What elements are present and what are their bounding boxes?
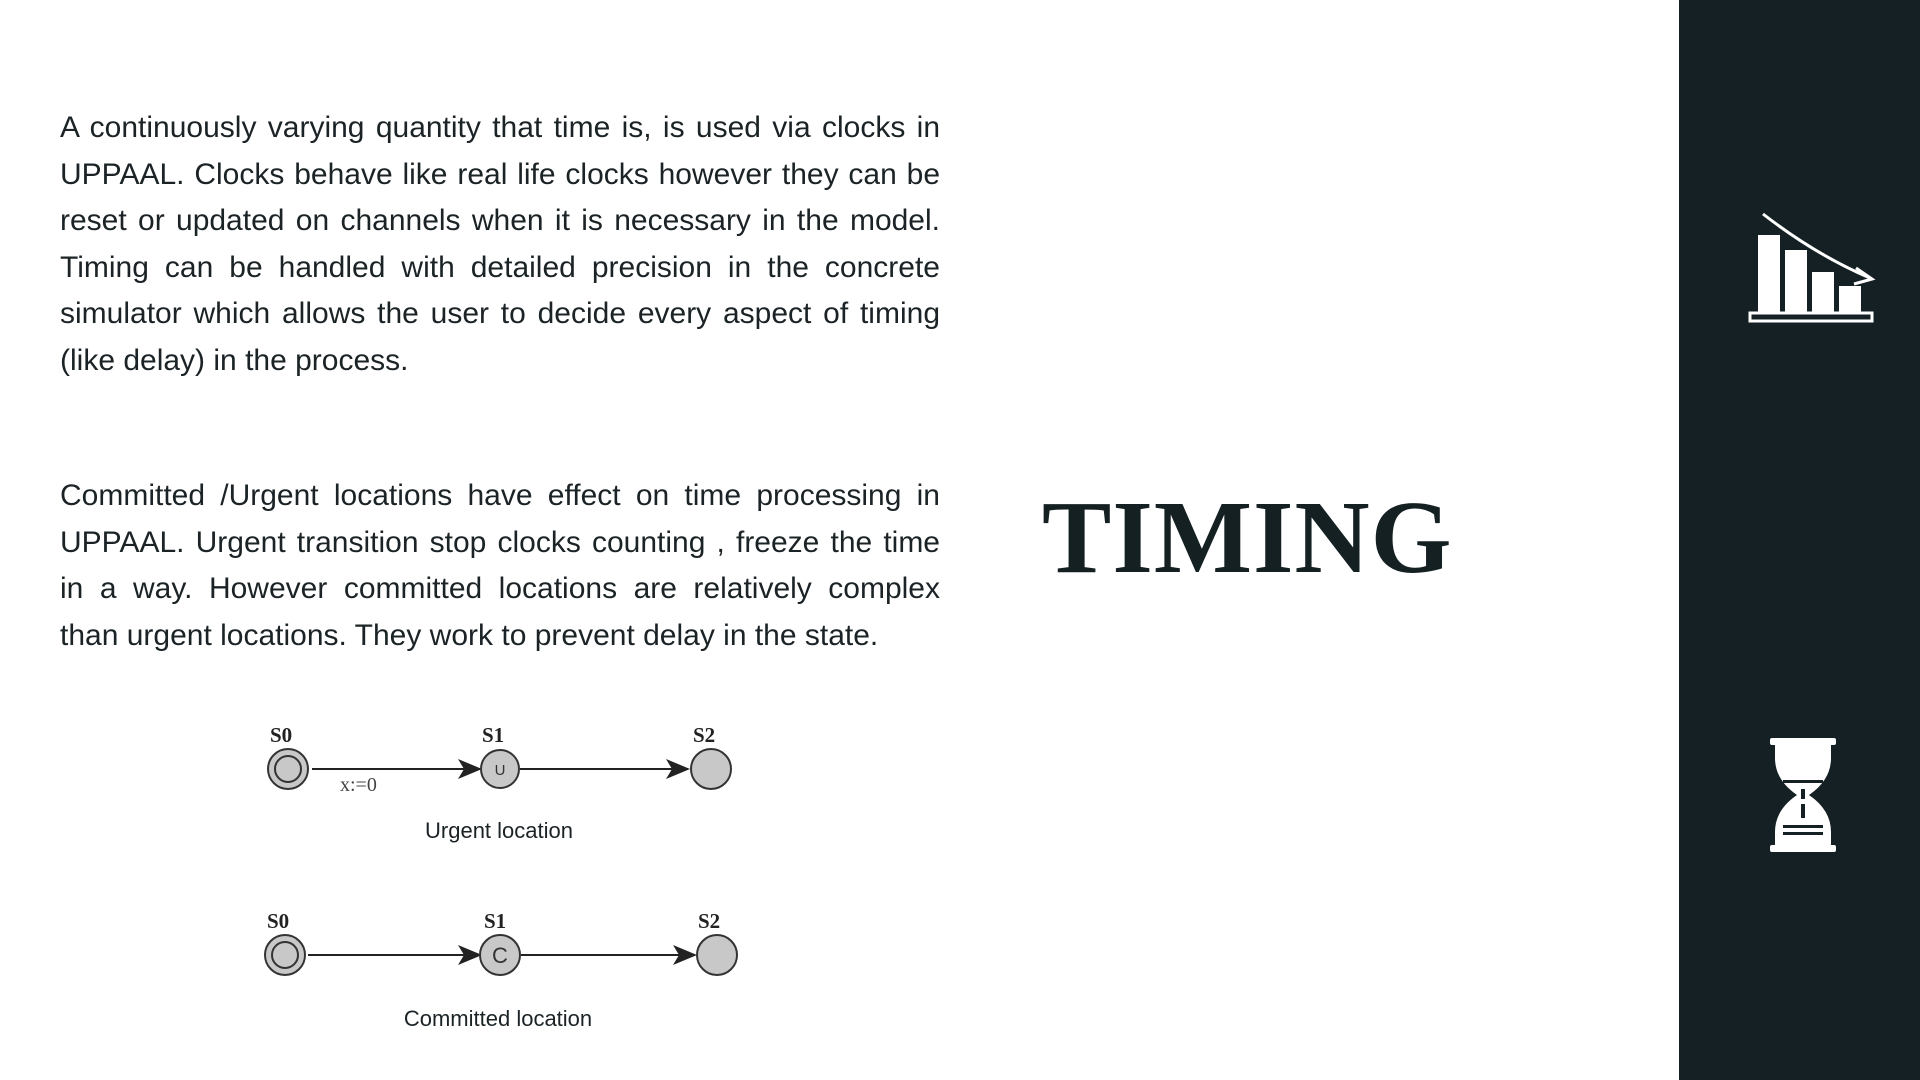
declining-bar-chart-icon <box>1746 210 1876 330</box>
timing-paragraph-clocks: A continuously varying quantity that time is, is used via clocks in UPPAAL. Clocks behave like real life clocks however they can be reset or updated on channels when it is necessary in the model. Timing can be handled with detailed precision in the concrete simulator which allows the user to decide every aspect of timing (like delay) in the process. <box>60 111 940 377</box>
urgent-s1-label: S1 <box>482 723 505 747</box>
slide-title: TIMING <box>1042 480 1453 595</box>
hourglass-icon <box>1768 736 1838 859</box>
urgent-state-s2 <box>691 749 731 789</box>
committed-s1-label: S1 <box>484 909 507 933</box>
committed-state-s1 <box>480 935 520 975</box>
committed-marker: C <box>492 943 508 968</box>
committed-location-caption: Committed location <box>403 1006 593 1031</box>
urgent-s2-label: S2 <box>693 723 716 747</box>
committed-state-s2 <box>697 935 737 975</box>
committed-location-diagram <box>258 908 748 978</box>
urgent-update-label: x:=0 <box>340 774 377 796</box>
committed-state-s0 <box>265 935 305 975</box>
sidebar-panel <box>1679 0 1920 1080</box>
timing-paragraph-locations: Committed /Urgent locations have effect on time processing in UPPAAL. Urgent transition stop clocks counting , freeze the time in a way. However committed locations are relatively complex than urgent locations. They work to prevent delay in the state. <box>60 479 940 652</box>
urgent-state-s0 <box>268 749 308 789</box>
committed-s0-label: S0 <box>267 909 290 933</box>
urgent-location-caption: Urgent location <box>425 818 573 843</box>
urgent-s0-label: S0 <box>270 723 293 747</box>
urgent-marker: U <box>494 762 506 779</box>
urgent-state-s1 <box>481 750 519 788</box>
committed-s2-label: S2 <box>698 909 721 933</box>
urgent-location-diagram <box>262 722 742 796</box>
